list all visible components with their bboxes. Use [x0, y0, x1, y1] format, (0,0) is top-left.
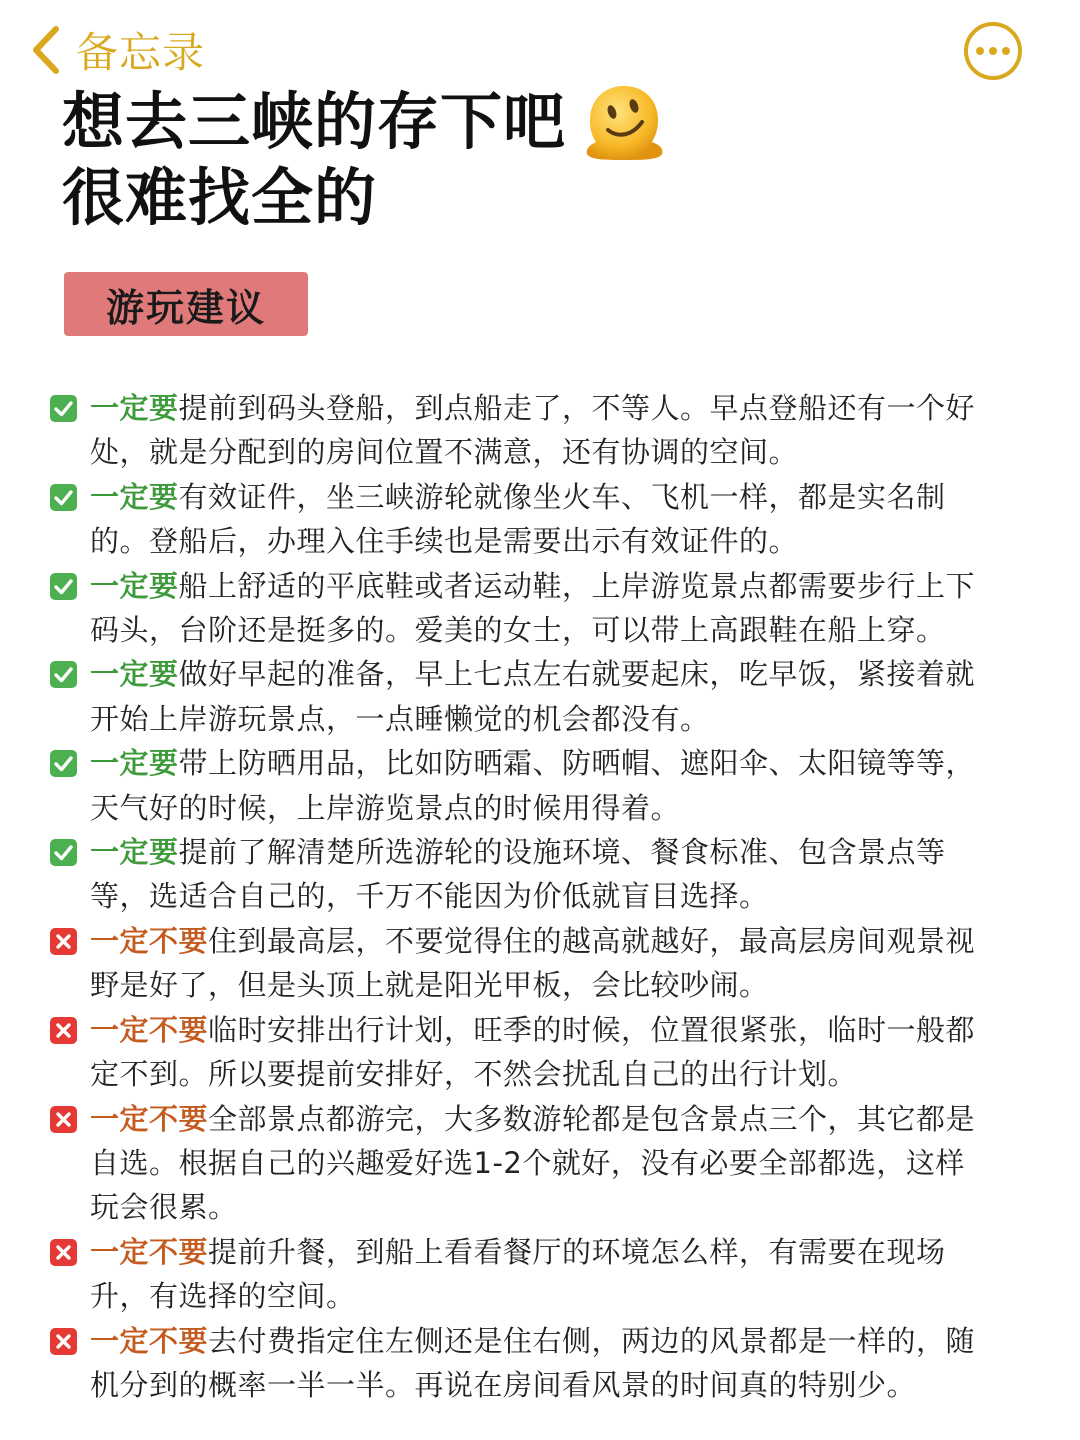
section-label: 游玩建议 [64, 272, 308, 336]
cross-icon [50, 1239, 77, 1266]
check-icon [50, 484, 77, 511]
page-title [62, 84, 666, 236]
tip-text: 船上舒适的平底鞋或者运动鞋，上岸游览景点都需要步行上下码头，台阶还是挺多的。爱美的女士，可以带上高跟鞋在船上穿。 [90, 568, 976, 648]
tip-text: 提前到码头登船，到点船走了，不等人。早点登船还有一个好处，就是分配到的房间位置不满意，还有协调的空间。 [90, 391, 976, 470]
tip-lead: 一定不要 [90, 923, 209, 958]
back-button[interactable] [30, 22, 205, 78]
more-dot [989, 47, 997, 55]
tip-item [50, 741, 980, 830]
tip-lead: 一定不要 [90, 1012, 209, 1047]
tip-item [50, 1230, 980, 1319]
tip-lead: 一定不要 [90, 1101, 209, 1136]
check-icon [50, 750, 77, 777]
tip-text: 提前升餐，到船上看看餐厅的环境怎么样，有需要在现场升，有选择的空间。 [90, 1234, 946, 1314]
tip-text: 带上防晒用品，比如防晒霜、防晒帽、遮阳伞、太阳镜等等，天气好的时候，上岸游览景点的时候用得着。 [90, 746, 976, 825]
tip-lead: 一定要 [90, 391, 179, 425]
tip-item [50, 1008, 980, 1097]
title-line-2: 很难找全的 [62, 161, 378, 234]
check-icon [50, 395, 77, 422]
tip-text: 全部景点都游完，大多数游轮都是包含景点三个，其它都是自选。根据自己的兴趣爱好选1-2个就好，没有必要全部都选，这样玩会很累。 [90, 1101, 976, 1225]
more-button[interactable] [964, 22, 1022, 80]
tip-lead: 一定要 [90, 479, 179, 514]
tip-lead: 一定要 [90, 835, 179, 870]
check-icon [50, 573, 77, 600]
tip-lead: 一定要 [90, 568, 179, 603]
tip-item [50, 652, 980, 741]
tip-item [50, 1319, 980, 1408]
melting-face-emoji-icon [582, 80, 666, 164]
tip-lead: 一定要 [90, 657, 179, 692]
tip-item [50, 1097, 980, 1230]
more-dots-icon [976, 47, 984, 55]
check-icon [50, 839, 77, 866]
back-label: 备忘录 [76, 28, 206, 77]
tip-text: 临时安排出行计划，旺季的时候，位置很紧张，临时一般都定不到。所以要提前安排好，不然会扰乱自己的出行计划。 [90, 1012, 976, 1092]
more-dot [1002, 47, 1010, 55]
tip-lead: 一定不要 [90, 1234, 209, 1269]
tip-text: 提前了解清楚所选游轮的设施环境、餐食标准、包含景点等等，选适合自己的，千万不能因为价低就盲目选择。 [90, 835, 946, 914]
cross-icon [50, 1106, 77, 1133]
tips-list [50, 386, 980, 1407]
cross-icon [50, 1328, 77, 1355]
tip-lead: 一定不要 [90, 1323, 209, 1358]
tip-item [50, 475, 980, 564]
title-line-1: 想去三峡的存下吧 [62, 85, 567, 158]
tip-text: 住到最高层，不要觉得住的越高就越好，最高层房间观景视野是好了，但是头顶上就是阳光甲板，会比较吵闹。 [90, 923, 976, 1003]
tip-item [50, 386, 980, 475]
tip-item [50, 564, 980, 653]
tip-text: 有效证件，坐三峡游轮就像坐火车、飞机一样，都是实名制的。登船后，办理入住手续也是需要出示有效证件的。 [90, 479, 946, 559]
tip-item [50, 919, 980, 1008]
tip-item [50, 830, 980, 919]
tip-text: 做好早起的准备，早上七点左右就要起床，吃早饭，紧接着就开始上岸游玩景点，一点睡懒觉的机会都没有。 [90, 657, 976, 736]
tip-text: 去付费指定住左侧还是住右侧，两边的风景都是一样的，随机分到的概率一半一半。再说在房间看风景的时间真的特别少。 [90, 1323, 976, 1402]
check-icon [50, 661, 77, 688]
cross-icon [50, 1017, 77, 1044]
tip-lead: 一定要 [90, 746, 179, 781]
cross-icon [50, 928, 77, 955]
chevron-left-icon [30, 25, 62, 75]
